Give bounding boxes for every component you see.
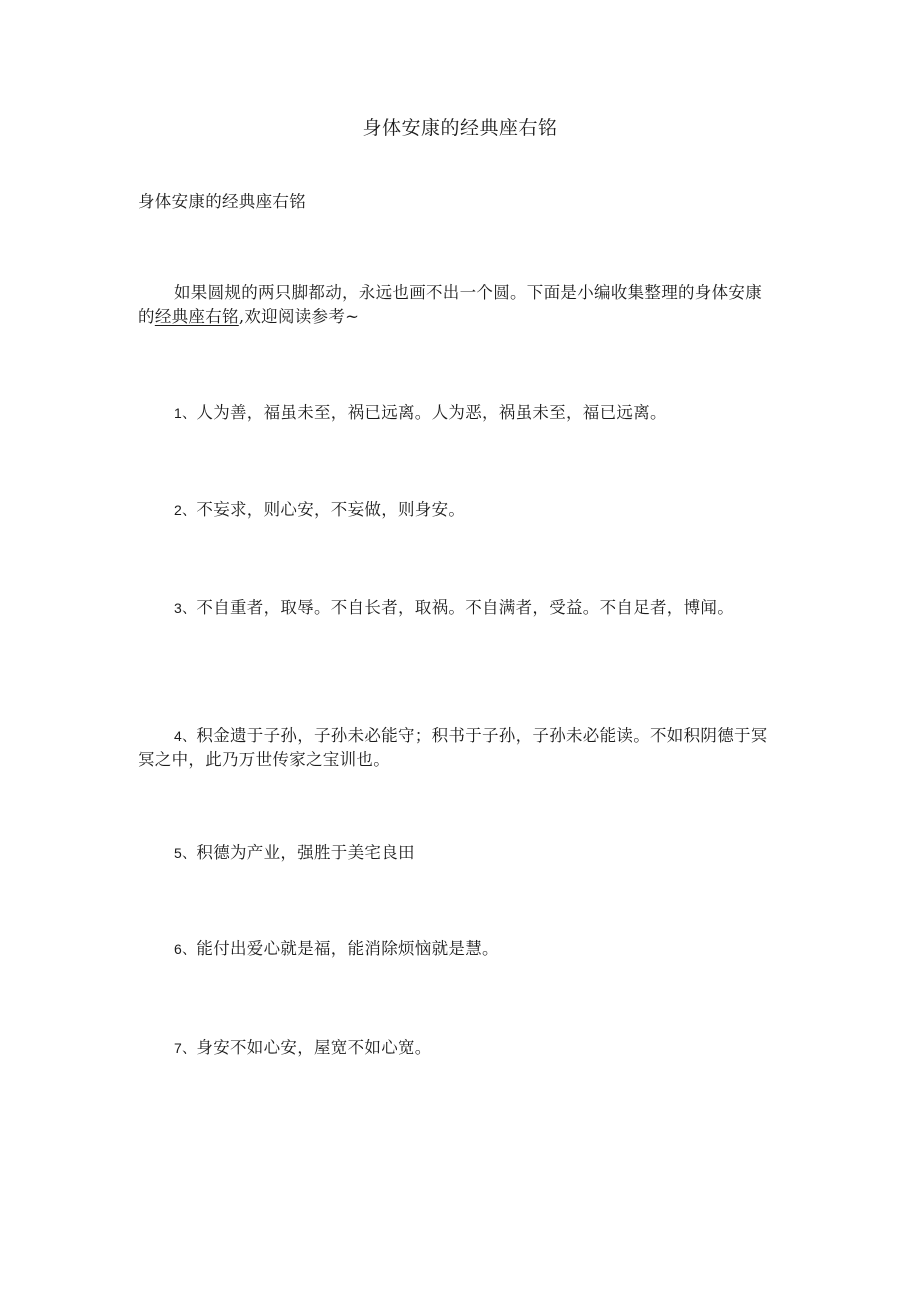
motto-link[interactable]: 经典座右铭 bbox=[154, 307, 239, 326]
motto-item-6 bbox=[138, 937, 778, 961]
motto-item-4 bbox=[138, 724, 778, 772]
motto-number: 5、 bbox=[174, 845, 197, 861]
intro-text-after: ,欢迎阅读参考~ bbox=[238, 307, 360, 326]
motto-text: 不妄求，则心安，不妄做，则身安。 bbox=[196, 500, 466, 519]
page-title: 身体安康的经典座右铭 bbox=[362, 117, 558, 139]
motto-text: 能付出爱心就是福，能消除烦恼就是慧。 bbox=[196, 939, 499, 958]
motto-number: 1、 bbox=[174, 405, 197, 421]
motto-item-7 bbox=[138, 1036, 778, 1060]
motto-number: 6、 bbox=[174, 941, 197, 957]
motto-text: 积德为产业，强胜于美宅良田 bbox=[196, 843, 415, 862]
document-subtitle: 身体安康的经典座右铭 bbox=[138, 192, 306, 211]
motto-text: 人为善，福虽未至，祸已远离。人为恶，祸虽未至，福已远离。 bbox=[196, 403, 667, 422]
motto-text: 不自重者，取辱。不自长者，取祸。不自满者，受益。不自足者，博闻。 bbox=[196, 598, 734, 617]
motto-item-2 bbox=[138, 498, 778, 522]
intro-text-before: 如果圆规的两只脚都动，永远也画不出一个圆。下面是小编收集整理的身体安康的 bbox=[138, 283, 762, 326]
motto-item-1 bbox=[138, 401, 778, 425]
motto-item-5 bbox=[138, 841, 778, 865]
motto-text: 积金遗于子孙，子孙未必能守；积书于子孙，子孙未必能读。不如积阴德于冥冥之中，此乃万世传家之宝训也。 bbox=[138, 726, 768, 769]
motto-number: 4、 bbox=[174, 728, 197, 744]
motto-number: 2、 bbox=[174, 502, 197, 518]
motto-item-3 bbox=[138, 596, 778, 620]
intro-paragraph bbox=[138, 281, 778, 329]
motto-number: 7、 bbox=[174, 1040, 197, 1056]
motto-number: 3、 bbox=[174, 600, 197, 616]
motto-text: 身安不如心安，屋宽不如心宽。 bbox=[196, 1038, 432, 1057]
